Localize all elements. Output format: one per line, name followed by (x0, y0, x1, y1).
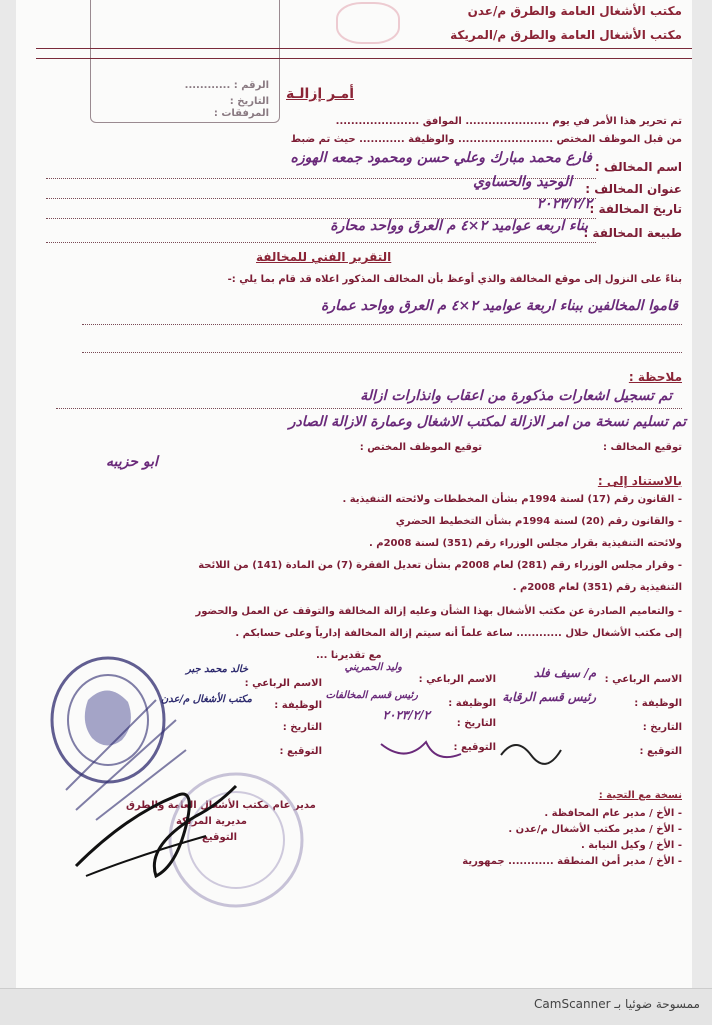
sig-mid-name: وليد الحمريني (344, 662, 402, 673)
tech-report-heading: التقرير الفني للمخالفة (256, 250, 392, 264)
date-label: تاريخ المخالفة : (589, 202, 682, 216)
official-line-3: التوقيع (202, 832, 237, 843)
sig-mid-sign-label: التوقيع : (453, 742, 496, 753)
legal-item-3: ولائحته التنفيذية بقرار مجلس الوزراء رقم (351) لسنة 2008م . (368, 538, 682, 549)
sig-right-date-label: التاريخ : (642, 722, 682, 733)
document-title: أمـر إزالـة (286, 86, 355, 102)
form-row-1: تم تحرير هذا الأمر في يوم ...................... الموافق ...................... (335, 116, 682, 127)
violator-signature-label: توقيع المخالف : (603, 442, 682, 453)
nature-value: بناء اربعه عواميد ٢×٤ م العرق وواحد محارة (330, 218, 588, 234)
notes-rule-1 (56, 408, 682, 409)
sig-left-name-label: الاسم الرباعي : (244, 678, 322, 689)
copies-item-3: - الأخ / وكيل النيابة . (580, 840, 682, 851)
official-line-2: مديرية المريكة (176, 816, 247, 827)
sig-right-sign-label: التوقيع : (639, 746, 682, 757)
copies-item-1: - الأخ / مدير عام المحافظة . (544, 808, 682, 819)
address-value: الوحيد والحساوي (473, 174, 572, 190)
legal-item-1: - القانون رقم (17) لسنة 1994م بشأن المخططات ولائحته التنفيذية . (342, 494, 682, 505)
ref-number: الرقم : ............ (184, 80, 269, 91)
ref-attachments: المرفقات : (213, 108, 269, 119)
signature-mark-2-icon (376, 734, 466, 774)
scanner-label: ممسوحة ضوئيا بـ CamScanner (534, 997, 700, 1011)
sig-left-date-label: التاريخ : (282, 722, 322, 733)
name-label: اسم المخالف : (594, 160, 682, 174)
signature-mark-icon (496, 730, 576, 770)
legal-item-2: - والقانون رقم (20) لسنة 1994م بشأن التخطيط الحضري (395, 516, 682, 527)
notes-handwritten-3: ابو حزيبه (106, 454, 158, 470)
sig-mid-date-label: التاريخ : (456, 718, 496, 729)
sig-mid-name-label: الاسم الرباعي : (418, 674, 496, 685)
notes-handwritten-1: تم تسجيل اشعارات مذكورة من اعقاب وانذارات ازالة (360, 388, 672, 404)
sig-left-sign-label: التوقيع : (279, 746, 322, 757)
legal-heading: بالاستناد إلى : (597, 474, 682, 488)
reference-box (90, 0, 280, 123)
document-page (16, 0, 692, 988)
sig-right-job-label: الوظيفة : (634, 698, 682, 709)
legal-item-4: - وقرار مجلس الوزراء رقم (281) لعام 2008م بشأن تعديل الفقرة (7) من المادة (141) من اللائحة (198, 560, 682, 571)
notes-heading: ملاحظة : (628, 370, 682, 384)
copies-item-4: - الأخ / مدير أمن المنطقة ............ جمهورية (462, 856, 682, 867)
emblem-icon (336, 2, 400, 44)
sig-right-name-label: الاسم الرباعي : (604, 674, 682, 685)
copies-item-2: - الأخ / مدير مكتب الأشغال م/عدن . (508, 824, 682, 835)
sig-right-job: رئيس قسم الرقابة (502, 690, 596, 704)
notes-handwritten-2: تم تسليم نسخة من امر الازالة لمكتب الاشغال وعمارة الازالة الصادر (288, 414, 686, 430)
legal-item-6: - والتعاميم الصادرة عن مكتب الأشغال بهذا الشأن وعليه إزالة المخالفة والتوقف عن العمل والحضور (195, 606, 682, 617)
header-line-1: مكتب الأشغال العامة والطرق م/عدن (467, 4, 682, 18)
report-rule-1 (82, 324, 682, 325)
date-value: ٢٠٢٣/٢/٢ (536, 196, 592, 212)
sig-left-name: خالد محمد جبر (185, 664, 248, 675)
legal-item-5: التنفيذية رقم (351) لعام 2008م . (512, 582, 682, 593)
nature-rule (46, 242, 596, 243)
sig-mid-job: رئيس قسم المخالفات (325, 690, 418, 701)
tech-report-handwritten: قاموا المخالفين ببناء اربعة عواميد ٢×٤ م العرق وواحد عمارة (321, 298, 678, 314)
address-rule (46, 198, 596, 199)
sig-left-job-label: الوظيفة : (274, 700, 322, 711)
legal-item-7: إلى مكتب الأشغال خلال ............ ساعة علماً أنه سيتم إزالة المخالفة إدارياً وعلى حسابكم . (235, 628, 682, 639)
ref-date: التاريخ : (229, 96, 269, 107)
header-divider (36, 48, 692, 49)
sig-left-job: مكتب الأشغال م/عدن (160, 694, 252, 705)
sig-mid-job-label: الوظيفة : (448, 698, 496, 709)
handwritten-signature-icon (66, 756, 266, 896)
header-line-2: مكتب الأشغال العامة والطرق م/المريكة (450, 28, 682, 42)
report-rule-2 (82, 352, 682, 353)
address-label: عنوان المخالف : (585, 182, 682, 196)
officer-signature-label: توقيع الموظف المختص : (359, 442, 482, 453)
tech-report-intro: بناءً على النزول إلى موقع المخالفة والذي أوعظ بأن المخالف المذكور اعلاه قد قام بما يلي :- (227, 274, 682, 285)
closing-line: مع تقديرنا ... (316, 650, 382, 661)
form-row-2: من قبل الموظف المختص ......................... والوظيفة ............ حيث تم ضبط (290, 134, 682, 145)
scanner-footer (0, 988, 712, 1025)
name-value: فارع محمد مبارك وعلي حسن ومحمود جمعه الهوزه (290, 150, 592, 166)
sig-right-name: م/ سيف فلد (533, 666, 596, 680)
nature-label: طبيعة المخالفة : (583, 226, 682, 240)
header-divider-2 (36, 58, 692, 59)
sig-mid-date: ٢٠٢٣/٢/٢ (382, 708, 430, 722)
copies-heading: نسخة مع التحية : (598, 790, 682, 801)
official-line-1: مدير عام مكتب الأشغال العامة والطرق (126, 800, 316, 811)
